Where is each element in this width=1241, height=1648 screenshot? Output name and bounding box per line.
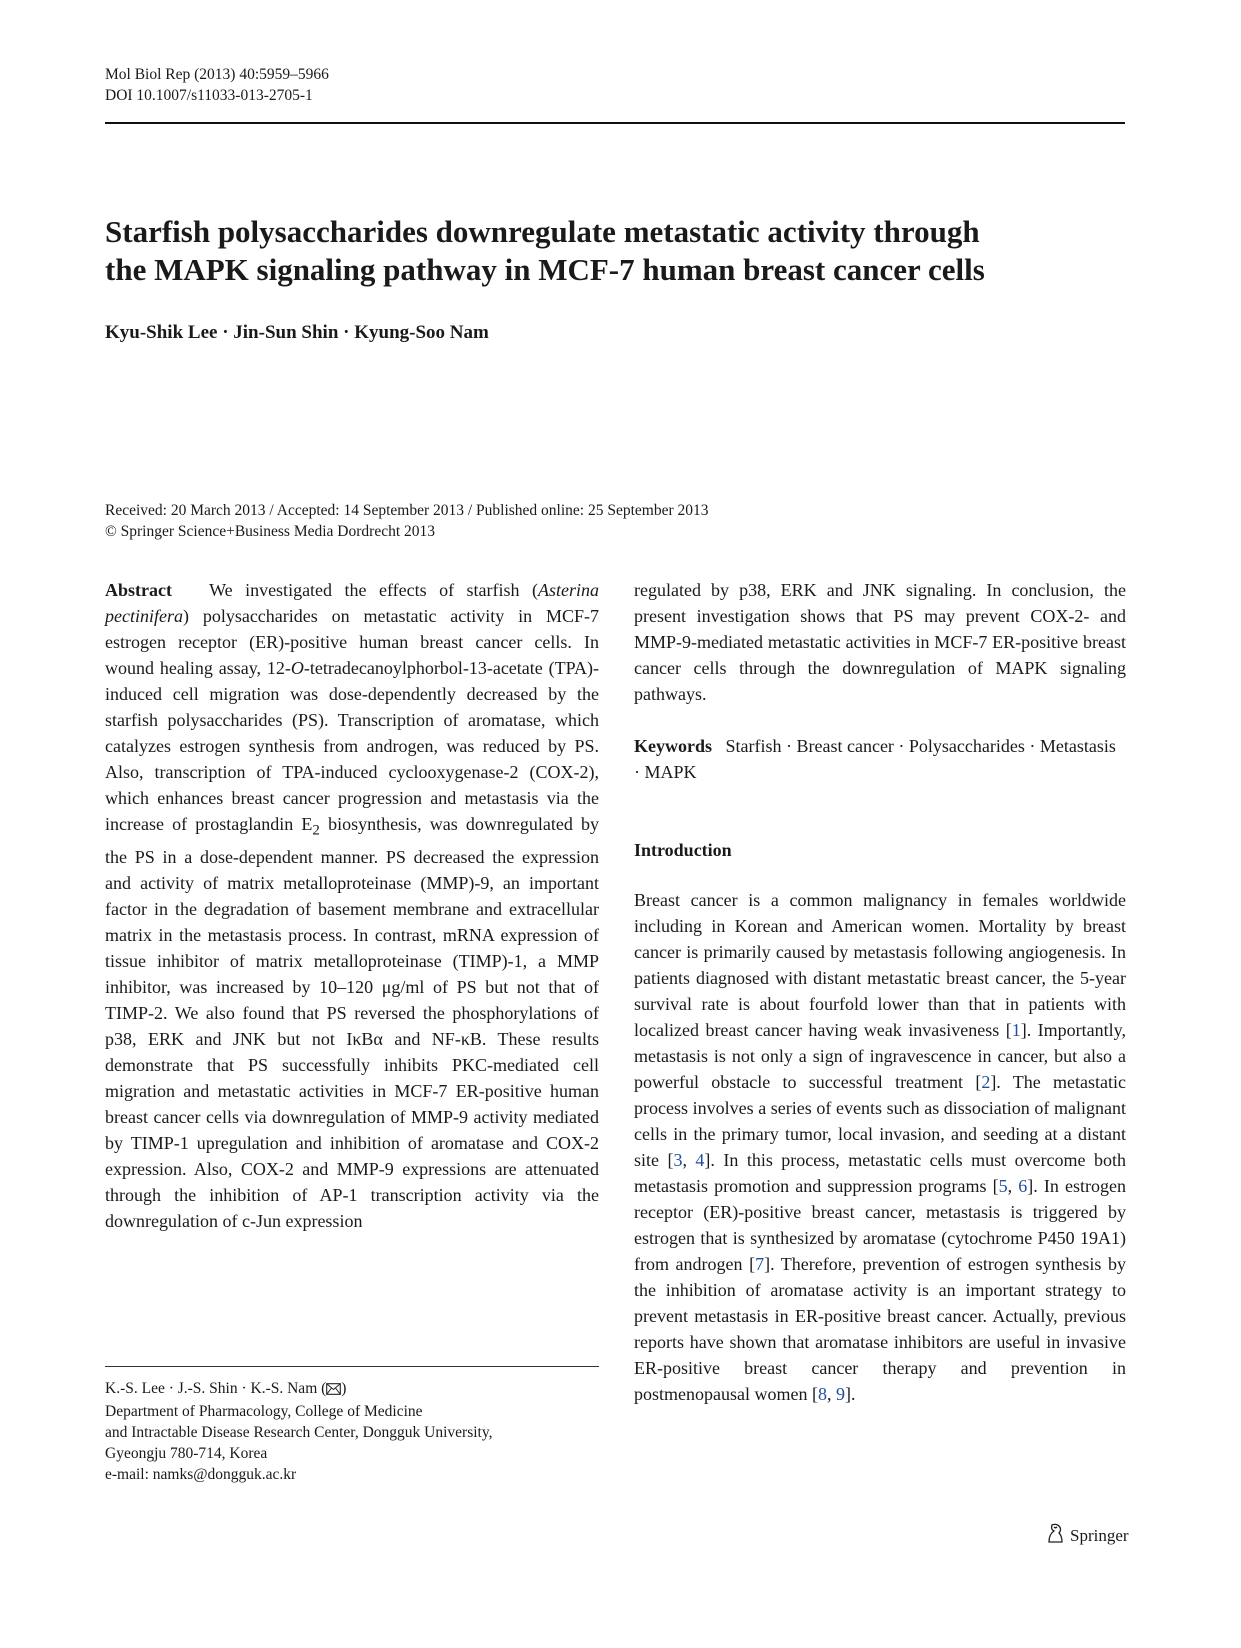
subscript-2: 2 [312, 822, 320, 839]
title-line-1: Starfish polysaccharides downregulate metastatic activity through [105, 214, 980, 249]
footnote-rule [105, 1366, 599, 1367]
journal-header [105, 64, 329, 106]
springer-horse-icon [1045, 1522, 1065, 1549]
title-line-2: the MAPK signaling pathway in MCF-7 human breast cancer cells [105, 252, 985, 287]
keywords [634, 733, 1126, 785]
ref-link-1[interactable]: 1 [1011, 1020, 1021, 1040]
envelope-icon [326, 1380, 341, 1401]
ref-link-2[interactable]: 2 [981, 1072, 991, 1092]
affiliation-city: Gyeongju 780-714, Korea [105, 1445, 268, 1462]
affiliation-center: and Intractable Disease Research Center, Dongguk University, [105, 1424, 493, 1441]
species-name: Asterina pectinifera [105, 580, 599, 626]
ref-link-9[interactable]: 9 [835, 1384, 845, 1404]
intro-text-1: Breast cancer is a common malignancy in females worldwide including in Korean and American women. Mortality by breast cancer is primarily caused by metastasis following angiogenesis. In patients diagnosed with distant metastatic breast cancer, the 5-year survival rate is about fourfold lower than that in patients with localized breast cancer having weak invasiveness [ [634, 890, 1126, 1040]
abstract-label: Abstract [105, 580, 172, 600]
affiliation-authors: K.-S. Lee · J.-S. Shin · K.-S. Nam ( [105, 1380, 327, 1397]
abstract-text-1: We investigated the effects of starfish ( [209, 580, 538, 600]
intro-text-6: ]. Therefore, prevention of estrogen synthesis by the inhibition of aromatase activity is an important strategy to prevent metastasis in ER-positive breast cancer. Actually, previous reports have shown that aromatase inhibitors are useful in invasive ER-positive breast cancer therapy and prevention in postmenopausal women [ [634, 1254, 1126, 1404]
intro-text-2: ]. Importantly, metastasis is not only a sign of ingravescence in cancer, but also a powerful obstacle to successful treatment [ [634, 1020, 1126, 1092]
abstract-paragraph [105, 577, 599, 1234]
intro-text-3: ]. The metastatic process involves a series of events such as dissociation of malignant cells in the primary tumor, local invasion, and seeding at a distant site [ [634, 1072, 1126, 1170]
abstract-text-2: ) polysaccharides on metastatic activity in MCF-7 estrogen receptor (ER)-positive human breast cancer cells. In wound healing assay, 12- [105, 606, 599, 678]
keywords-label: Keywords [634, 736, 712, 756]
ref-link-5[interactable]: 5 [998, 1176, 1008, 1196]
ref-link-4[interactable]: 4 [695, 1150, 705, 1170]
author-affiliation [105, 1378, 492, 1485]
ref-link-3[interactable]: 3 [673, 1150, 683, 1170]
publisher-name: Springer [1070, 1525, 1129, 1545]
affiliation-names [105, 1378, 492, 1401]
affiliation-paren-close: ) [341, 1380, 347, 1397]
author-list: Kyu-Shik Lee · Jin-Sun Shin · Kyung-Soo Nam [105, 322, 489, 343]
abstract-text-3: -tetradecanoylphorbol-13-acetate (TPA)-induced cell migration was dose-dependently decreased by the starfish polysaccharides (PS). Transcription of aromatase, which catalyzes estrogen synthesis from androgen, was reduced by PS. Also, transcription of TPA-induced cyclooxygenase-2 (COX-2), which enhances breast cancer progression and metastasis via the increase of prostaglandin E [105, 658, 599, 834]
abstract-text-4: biosynthesis, was downregulated by the PS in a dose-dependent manner. PS decreased the expression and activity of matrix metalloproteinase (MMP)-9, an important factor in the degradation of basement membrane and extracellular matrix in the metastasis process. In contrast, mRNA expression of tissue inhibitor of matrix metalloproteinase (TIMP)-1, a MMP inhibitor, was increased by 10–120 μg/ml of PS but not that of TIMP-2. We also found that PS reversed the phosphorylations of p38, ERK and JNK but not IκBα and NF-κB. These results demonstrate that PS successfully inhibits PKC-mediated cell migration and metastatic activities in MCF-7 ER-positive human breast cancer cells via downregulation of MMP-9 activity mediated by TIMP-1 upregulation and inhibition of aromatase and COX-2 expression. Also, COX-2 and MMP-9 expressions are attenuated through the inhibition of AP-1 transcription activity via the downregulation of c-Jun expression [105, 814, 599, 1231]
ref-separator: , [682, 1150, 696, 1170]
paper-title [105, 213, 1135, 289]
intro-text-5: ]. In estrogen receptor (ER)-positive breast cancer, metastasis is triggered by estrogen that is synthesized by aromatase (cytochrome P450 19A1) from androgen [ [634, 1176, 1127, 1274]
ref-separator: , [826, 1384, 836, 1404]
right-column [634, 577, 1126, 1407]
affiliation-dept: Department of Pharmacology, College of Medicine [105, 1403, 423, 1420]
keywords-text: Starfish · Breast cancer · Polysaccharides · Metastasis · MAPK [634, 736, 1116, 782]
publisher-logo [1045, 1522, 1129, 1549]
received-accepted-line: Received: 20 March 2013 / Accepted: 14 September 2013 / Published online: 25 September 2013 [105, 502, 709, 519]
ref-separator: , [1007, 1176, 1019, 1196]
header-rule [105, 122, 1125, 124]
doi[interactable]: DOI 10.1007/s11033-013-2705-1 [105, 87, 313, 104]
o-italic: O [290, 658, 304, 678]
intro-text-4: ]. In this process, metastatic cells must overcome both metastasis promotion and suppression programs [ [634, 1150, 1126, 1196]
ref-link-6[interactable]: 6 [1018, 1176, 1028, 1196]
ref-link-8[interactable]: 8 [817, 1384, 827, 1404]
left-column [105, 577, 599, 1234]
publication-dates [105, 500, 709, 542]
introduction-heading: Introduction [634, 840, 732, 860]
intro-text-7: ]. [844, 1384, 856, 1404]
journal-citation: Mol Biol Rep (2013) 40:5959–5966 [105, 66, 329, 83]
introduction-paragraph [634, 887, 1126, 1407]
ref-link-7[interactable]: 7 [755, 1254, 765, 1274]
affiliation-email[interactable]: e-mail: namks@dongguk.ac.kr [105, 1466, 297, 1483]
abstract-continued: regulated by p38, ERK and JNK signaling. In conclusion, the present investigation shows that PS may prevent COX-2- and MMP-9-mediated metastatic activities in MCF-7 ER-positive breast cancer cells through the downregulation of MAPK signaling pathways. [634, 580, 1126, 704]
copyright-line: © Springer Science+Business Media Dordrecht 2013 [105, 523, 436, 540]
